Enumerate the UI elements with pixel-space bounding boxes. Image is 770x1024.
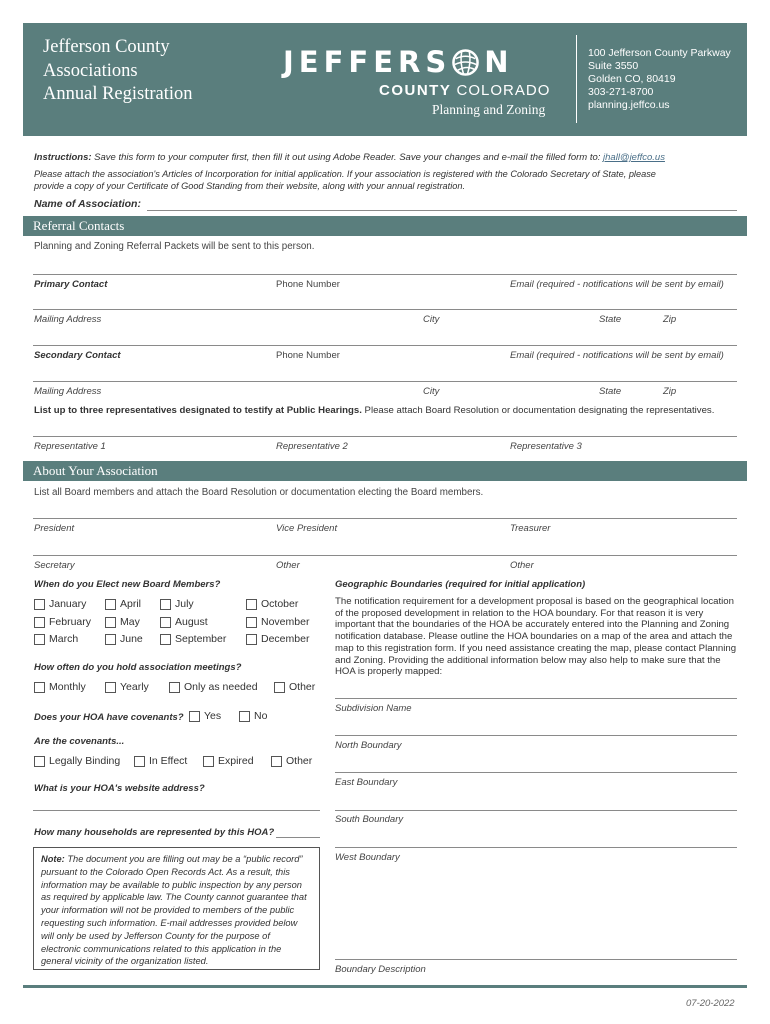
primary-contact-label: Primary Contact	[34, 279, 108, 290]
north-boundary-label: North Boundary	[335, 740, 402, 751]
checkbox-box[interactable]	[203, 756, 214, 767]
meetings-question: How often do you hold association meetings?	[34, 662, 242, 673]
checkbox-covenants-other[interactable]: Other	[271, 755, 312, 767]
east-boundary-label: East Boundary	[335, 777, 398, 788]
checkbox-box[interactable]	[34, 599, 45, 610]
checkbox-december[interactable]: December	[246, 633, 309, 645]
checkbox-box[interactable]	[105, 682, 116, 693]
checkbox-box[interactable]	[271, 756, 282, 767]
representatives-field-line[interactable]	[33, 436, 737, 437]
checkbox-box[interactable]	[160, 634, 171, 645]
checkbox-box[interactable]	[105, 617, 116, 628]
representative-3-label: Representative 3	[510, 441, 582, 452]
checkbox-november[interactable]: November	[246, 616, 309, 628]
president-label: President	[34, 523, 75, 534]
checkbox-box[interactable]	[274, 682, 285, 693]
boundary-description-field[interactable]	[335, 959, 737, 960]
checkbox-box[interactable]	[34, 682, 45, 693]
referral-contacts-header: Referral Contacts	[23, 216, 747, 236]
planning-zoning-label: Planning and Zoning	[432, 102, 546, 117]
representative-2-label: Representative 2	[276, 441, 348, 452]
checkbox-box[interactable]	[189, 711, 200, 722]
checkbox-in-effect[interactable]: In Effect	[134, 755, 187, 767]
checkbox-meetings-other[interactable]: Other	[274, 681, 315, 693]
covenants-question: Does your HOA have covenants?	[34, 712, 184, 723]
checkbox-covenants-no[interactable]: No	[239, 710, 267, 722]
header-divider	[576, 35, 577, 123]
referral-intro: Planning and Zoning Referral Packets will be sent to this person.	[34, 241, 315, 252]
checkbox-june[interactable]: June	[105, 633, 143, 645]
primary-zip-label: Zip	[663, 314, 677, 325]
checkbox-box[interactable]	[105, 634, 116, 645]
boundary-description-label: Boundary Description	[335, 964, 426, 975]
checkbox-only-as-needed[interactable]: Only as needed	[169, 681, 258, 693]
checkbox-box[interactable]	[160, 599, 171, 610]
primary-contact-field-line[interactable]	[33, 274, 737, 275]
households-field[interactable]	[276, 837, 320, 838]
representatives-instruction: List up to three representatives designated to testify at Public Hearings. Please attach Board Resolution or documentation designating the representatives.	[34, 405, 715, 416]
checkbox-january[interactable]: January	[34, 598, 86, 610]
north-boundary-field[interactable]	[335, 735, 737, 736]
checkbox-box[interactable]	[239, 711, 250, 722]
checkbox-box[interactable]	[246, 617, 257, 628]
secondary-contact-field-line[interactable]	[33, 345, 737, 346]
checkbox-yearly[interactable]: Yearly	[105, 681, 149, 693]
households-question: How many households are represented by this HOA?	[34, 827, 275, 838]
south-boundary-field[interactable]	[335, 810, 737, 811]
south-boundary-label: South Boundary	[335, 814, 404, 825]
other-officer-2-label: Other	[510, 560, 534, 571]
revision-date: 07-20-2022	[686, 998, 735, 1009]
checkbox-march[interactable]: March	[34, 633, 78, 645]
secondary-phone-label: Phone Number	[276, 350, 340, 361]
public-record-note: Note: The document you are filling out may be a “public record” pursuant to the Colorado Open Records Act. As a result, this information may be available to public inspection by any person as required by applicable law. The County cannot guarantee that your information will not be provided to members of the public requesting such information. E-mail addresses provided below will only be used by Jefferson County for the purpose of electronic communications related to this application in the general vicinity of the organization listed.	[33, 847, 320, 970]
officers-2-field-line[interactable]	[33, 555, 737, 556]
secretary-label: Secretary	[34, 560, 75, 571]
east-boundary-field[interactable]	[335, 772, 737, 773]
jefferson-logo: JEFFERS N	[283, 45, 514, 83]
representative-1-label: Representative 1	[34, 441, 106, 452]
footer-rule	[23, 985, 747, 988]
instructions-line-2: Please attach the association's Articles of Incorporation for initial application. If your association is registered with the Colorado Secretary of State, please	[34, 169, 656, 179]
checkbox-box[interactable]	[105, 599, 116, 610]
secondary-zip-label: Zip	[663, 386, 677, 397]
west-boundary-field[interactable]	[335, 847, 737, 848]
instructions-line-3: provide a copy of your Certificate of Good Standing from their website, along with your annual registration.	[34, 181, 466, 191]
primary-mailing-field-line[interactable]	[33, 309, 737, 310]
association-name-label: Name of Association:	[34, 198, 141, 210]
form-title: Jefferson County Associations Annual Registration	[43, 37, 193, 104]
checkbox-box[interactable]	[34, 756, 45, 767]
secondary-mailing-field-line[interactable]	[33, 381, 737, 382]
checkbox-expired[interactable]: Expired	[203, 755, 254, 767]
primary-city-label: City	[423, 314, 440, 325]
email-link[interactable]: jhall@jeffco.us	[603, 152, 665, 163]
association-name-field[interactable]	[147, 210, 737, 211]
subdivision-field[interactable]	[335, 698, 737, 699]
instructions-line-1: Instructions: Save this form to your computer first, then fill it out using Adobe Reader. Save your changes and e-mail the filled form to: jhall@jeffco.us	[34, 152, 665, 163]
checkbox-august[interactable]: August	[160, 616, 208, 628]
geographic-boundaries-text: The notification requirement for a development proposal is based on the geographical location of the proposed development in relation to the HOA boundary. For that reason it is very important that the boundaries of the HOA be accurately entered into the Planning and Zoning notification database. Please outline the HOA boundaries on a map of the area and attach the map to this registration form. If you need assistance creating the map, please contact Planning and Zoning. Providing the additional information below may also help to make sure that the HOA is properly mapped:	[335, 596, 737, 678]
checkbox-legally-binding[interactable]: Legally Binding	[34, 755, 120, 767]
secondary-city-label: City	[423, 386, 440, 397]
checkbox-monthly[interactable]: Monthly	[34, 681, 86, 693]
primary-state-label: State	[599, 314, 622, 325]
treasurer-label: Treasurer	[510, 523, 551, 534]
secondary-email-label: Email (required - notifications will be sent by email)	[510, 350, 724, 361]
checkbox-box[interactable]	[34, 617, 45, 628]
officers-field-line[interactable]	[33, 518, 737, 519]
secondary-mailing-label: Mailing Address	[34, 386, 102, 397]
checkbox-july[interactable]: July	[160, 598, 194, 610]
about-intro: List all Board members and attach the Board Resolution or documentation electing the Board members.	[34, 487, 484, 498]
west-boundary-label: West Boundary	[335, 852, 400, 863]
checkbox-may[interactable]: May	[105, 616, 140, 628]
checkbox-october[interactable]: October	[246, 598, 298, 610]
checkbox-february[interactable]: February	[34, 616, 91, 628]
checkbox-september[interactable]: September	[160, 633, 226, 645]
primary-email-label: Email (required - notifications will be sent by email)	[510, 279, 724, 290]
secondary-state-label: State	[599, 386, 622, 397]
address-block: 100 Jefferson County Parkway Suite 3550 Golden CO, 80419 303-271-8700 planning.jeffco.us	[588, 47, 731, 111]
checkbox-box[interactable]	[246, 599, 257, 610]
elect-question: When do you Elect new Board Members?	[34, 579, 221, 590]
checkbox-box[interactable]	[160, 617, 171, 628]
globe-logo-icon	[452, 49, 479, 83]
header-banner	[23, 23, 747, 136]
checkbox-box[interactable]	[246, 634, 257, 645]
other-officer-label: Other	[276, 560, 300, 571]
vice-president-label: Vice President	[276, 523, 338, 534]
county-colorado-label: COUNTY COLORADO	[379, 82, 551, 99]
secondary-contact-label: Secondary Contact	[34, 350, 121, 361]
checkbox-april[interactable]: April	[105, 598, 141, 610]
about-association-header: About Your Association	[23, 461, 747, 481]
subdivision-label: Subdivision Name	[335, 703, 412, 714]
website-field[interactable]	[33, 810, 320, 811]
checkbox-box[interactable]	[169, 682, 180, 693]
checkbox-box[interactable]	[34, 634, 45, 645]
primary-phone-label: Phone Number	[276, 279, 340, 290]
website-question: What is your HOA's website address?	[34, 783, 205, 794]
geographic-boundaries-title: Geographic Boundaries (required for initial application)	[335, 579, 586, 590]
primary-mailing-label: Mailing Address	[34, 314, 102, 325]
covenants-status-question: Are the covenants...	[34, 736, 125, 747]
checkbox-box[interactable]	[134, 756, 145, 767]
checkbox-covenants-yes[interactable]: Yes	[189, 710, 221, 722]
